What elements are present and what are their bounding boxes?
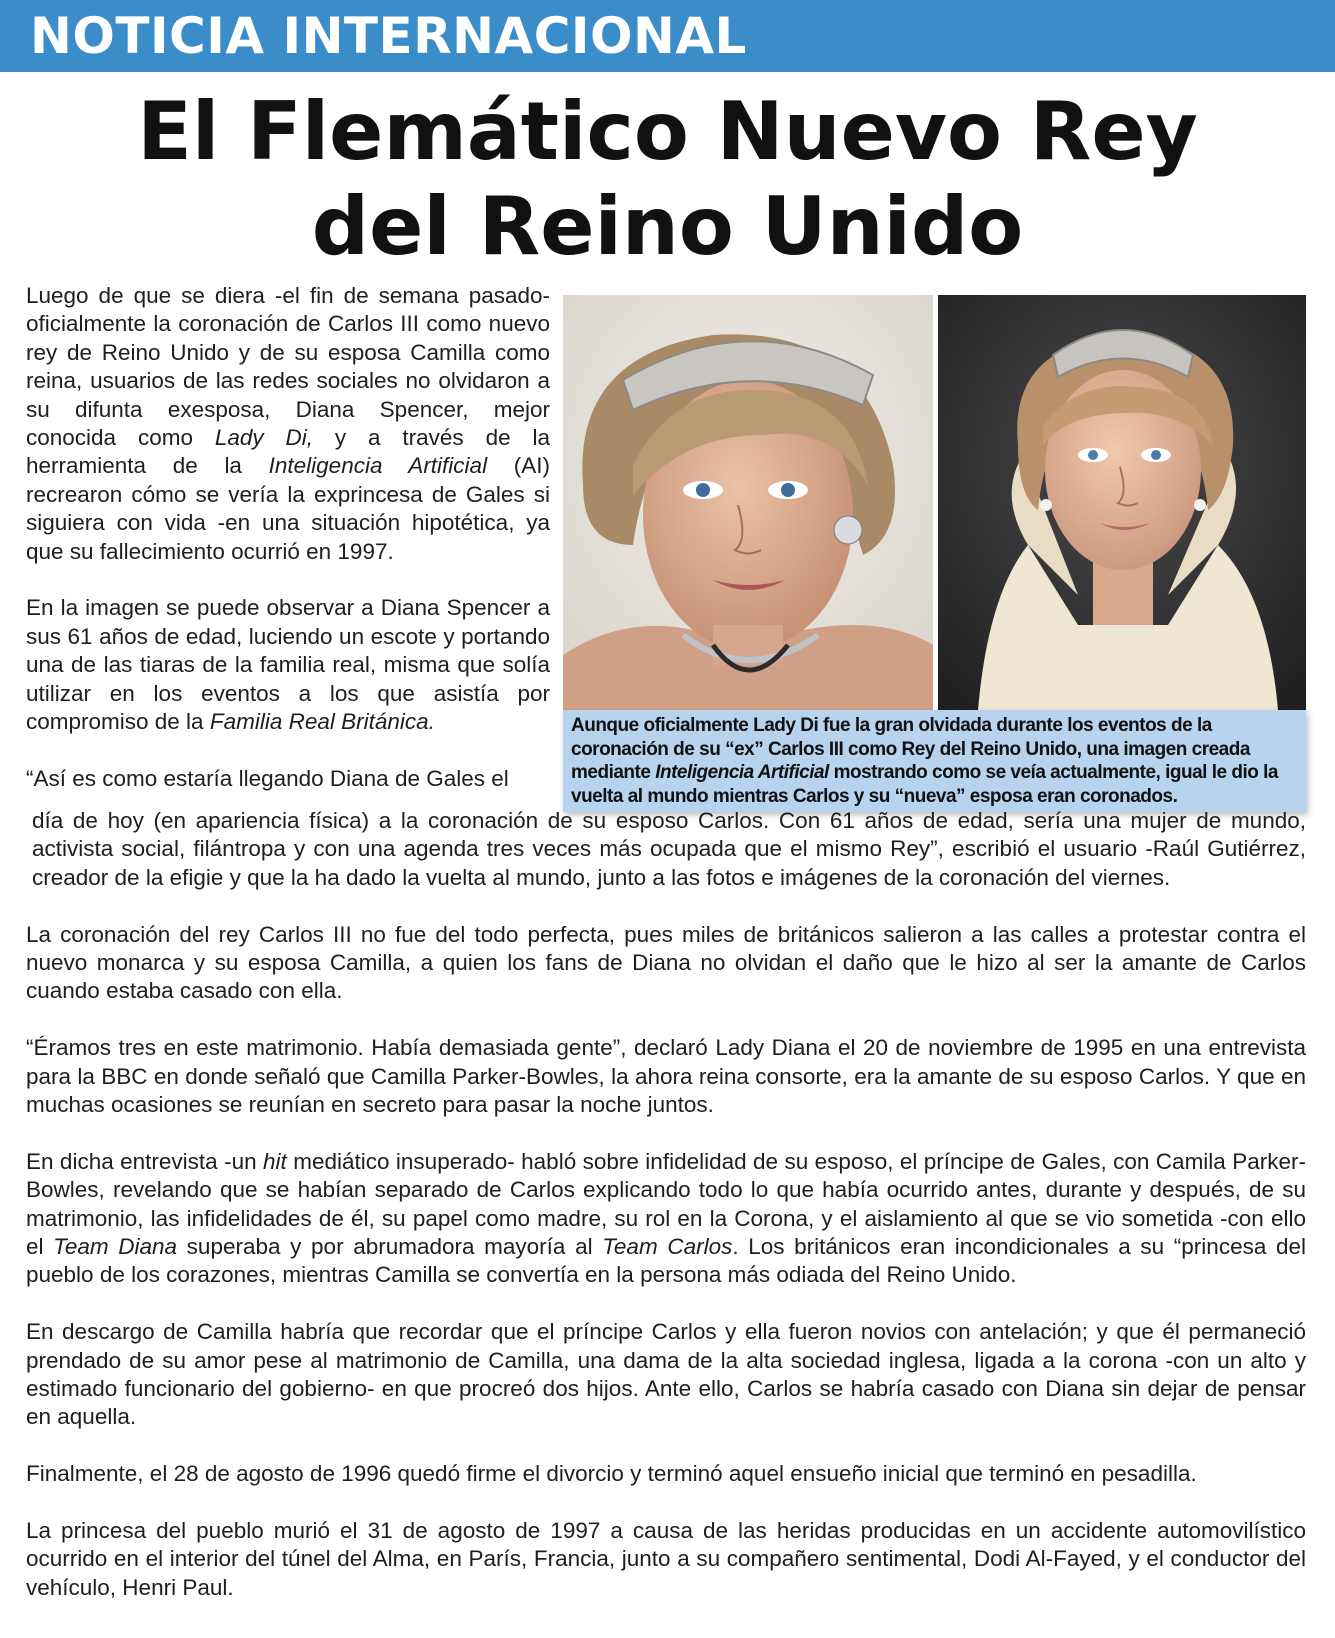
paragraph-4: La coronación del rey Carlos III no fue del todo perfecta, pues miles de británicos salieron a las calles a protestar contra el nuevo monarca y su esposa Camilla, a quien los fans de Diana no olvidan el daño que le hizo al ser la amante de Carlos cuando estaba casado con ella. [26,921,1306,1004]
photo-collage [563,295,1306,710]
text: En la imagen se puede observar a Diana Spencer a sus 61 años de edad, luciendo un escote y portando una de las tiaras de la familia real, misma que solía utilizar en los eventos a los que asistía por compromiso de la [26,595,550,735]
ai-diana-illustration [938,295,1306,710]
section-banner: NOTICIA INTERNACIONAL [0,0,1335,72]
italic-text: hit [263,1148,287,1174]
caption-text: mostrando como se veía actualmente, igual le dio la vuelta al mundo mientras Carlos y su “nueva” esposa eran coronados. [571,762,1278,807]
text: En dicha entrevista -un [26,1148,264,1174]
paragraph-3-start: “Así es como estaría llegando Diana de Gales el [26,765,509,791]
italic-text: Team Carlos [602,1234,733,1260]
text: y a través de la herramienta de la [26,425,550,479]
article-column-wide [26,807,1306,1602]
paragraph-6 [26,1148,1306,1290]
paragraph-1 [26,282,550,566]
paragraph-7: En descargo de Camilla habría que recordar que el príncipe Carlos y ella fueron novios con antelación; y que él permaneció prendado de su amor pese al matrimonio de Camilla, una dama de la alta sociedad inglesa, ligada a la corona -con un alto y estimado funcionario del gobierno- en que procreó dos hijos. Ante ello, Carlos se habría casado con Diana sin dejar de pensar en aquella. [26,1319,1306,1430]
text: . Los británicos eran incondicionales a su “princesa del pueblo de los corazones, mientras Camilla se convertía en la persona más odiada del Reino Unido. [26,1234,1307,1288]
paragraph-5: “Éramos tres en este matrimonio. Había demasiada gente”, declaró Lady Diana el 20 de noviembre de 1995 en una entrevista para la BBC en donde señaló que Camilla Parker-Bowles, la ahora reina consorte, era la amante de su esposo Carlos. Y que en muchas ocasiones se reunían en secreto para pasar la noche juntos. [26,1035,1306,1118]
article-column-left [26,282,550,793]
paragraph-8: Finalmente, el 28 de agosto de 1996 quedó firme el divorcio y terminó aquel ensueño inicial que terminó en pesadilla. [26,1461,1197,1487]
paragraph-3-rest: día de hoy (en apariencia física) a la coronación de su esposo Carlos. Con 61 años de edad, sería una mujer de mundo, activista social, filántropa y con una agenda tres veces más ocupada que el mismo Rey”, escribió el usuario -Raúl Gutiérrez, creador de la efigie y que la ha dado la vuelta al mundo, junto a las fotos e imágenes de la coronación del viernes. [32,808,1306,890]
caption-text: Aunque oficialmente Lady Di fue la gran olvidada durante los eventos de la coronación de su “ex” Carlos III como Rey del Reino Unido, una imagen creada mediante [571,715,1250,783]
italic-text: Lady Di, [214,425,314,451]
italic-text: Familia Real Británica. [209,709,435,735]
paragraph-2 [26,594,550,736]
photo-caption [563,710,1306,812]
text: Luego de que se diera -el fin de semana pasado- oficialmente la coronación de Carlos III como nuevo rey de Reino Unido y de su esposa Camilla como reina, usuarios de las redes sociales no olvidaron a su difunta exesposa, Diana Spencer, mejor conocida como [26,283,550,451]
italic-text: Inteligencia Artificial [268,453,488,479]
headline-line-2: del Reino Unido [311,180,1024,273]
headline-line-1: El Flemático Nuevo Rey [137,85,1198,178]
italic-text: Team Diana [53,1234,178,1260]
paragraph-9: La princesa del pueblo murió el 31 de agosto de 1997 a causa de las heridas producidas en un accidente automovilístico ocurrido en el interior del túnel del Alma, en París, Francia, junto a su compañero sentimental, Dodi Al-Fayed, y el conductor del vehículo, Henri Paul. [26,1518,1306,1600]
headline [0,84,1335,274]
diana-photo-illustration [563,295,933,710]
caption-italic-text: Inteligencia Artificial [655,762,829,783]
ai-diana-photo [938,295,1306,710]
text: superaba y por abrumadora mayoría al [177,1234,603,1260]
text: (AI) recrearon cómo se vería la exprincesa de Gales si siguiera con vida -en una situación hipotética, ya que su fallecimiento ocurrió en 1997. [26,453,550,564]
text: mediático insuperado- habló sobre infidelidad de su esposo, el príncipe de Gales, con Camila Parker-Bowles, revelando que se habían separado de Carlos explicando todo lo que había ocurrido antes, durante y después, de su matrimonio, las infidelidades de él, su papel como madre, su rol en la Corona, y el aislamiento al que se vio sometida -con ello el [26,1148,1306,1260]
diana-photo [563,295,933,710]
